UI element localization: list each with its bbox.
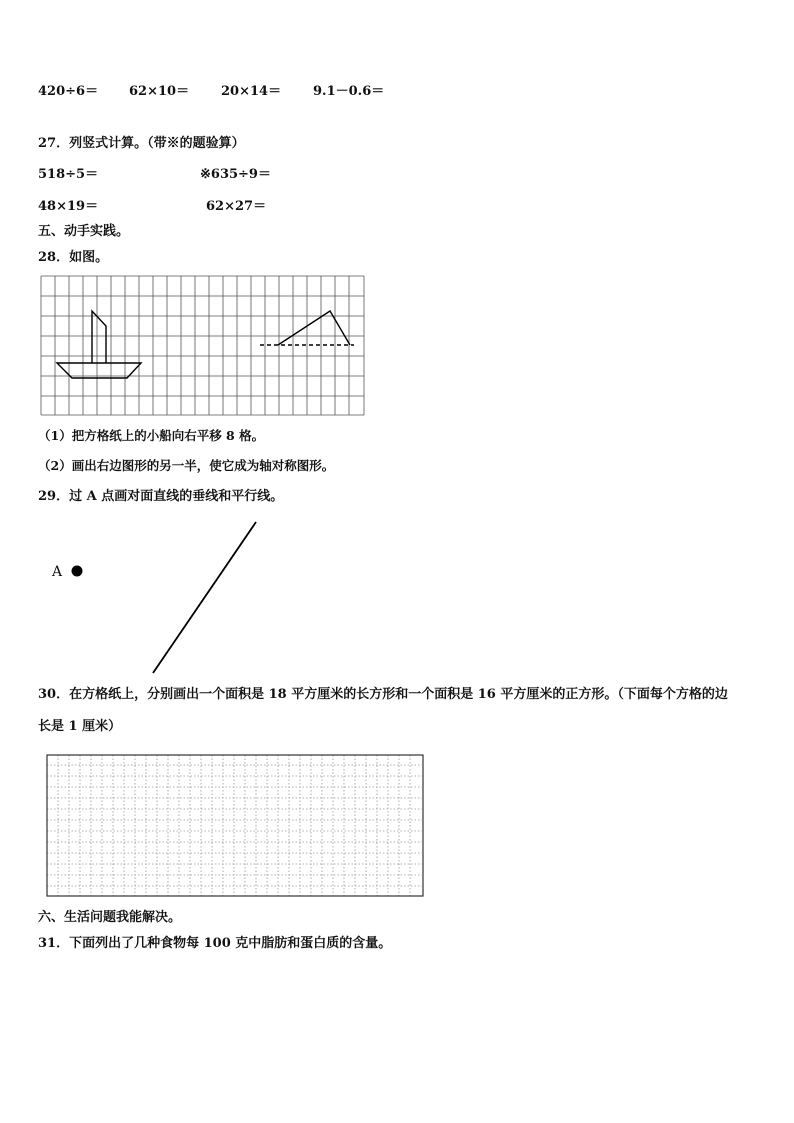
boat-shape bbox=[57, 311, 141, 378]
q29-figure bbox=[66, 518, 266, 678]
point-a-dot bbox=[72, 566, 83, 577]
question-28-sub2: （2）画出右边图形的另一半，使它成为轴对称图形。 bbox=[38, 458, 335, 473]
calc-item: 20×14＝ bbox=[221, 84, 282, 99]
section-heading: 五、动手实践。 bbox=[38, 224, 130, 239]
q28-grid-figure bbox=[40, 275, 366, 417]
calc-item: 48×19＝ bbox=[38, 199, 99, 214]
question-27-title: 27．列竖式计算。（带※的题验算） bbox=[38, 136, 245, 151]
calc-item: ※635÷9＝ bbox=[200, 167, 271, 182]
slanted-line bbox=[153, 522, 256, 673]
calc-item: 420÷6＝ bbox=[38, 84, 99, 99]
question-30-line1: 30．在方格纸上，分别画出一个面积是 18 平方厘米的长方形和一个面积是 16 平方厘米的正方形。（下面每个方格的边 bbox=[38, 687, 728, 702]
question-28-title: 28．如图。 bbox=[38, 250, 109, 265]
calc-item: 62×27＝ bbox=[206, 199, 267, 214]
question-31-title: 31．下面列出了几种食物每 100 克中脂肪和蛋白质的含量。 bbox=[38, 936, 392, 951]
calc-item: 518÷5＝ bbox=[38, 167, 99, 182]
question-30-line2: 长是 1 厘米） bbox=[38, 719, 122, 734]
q30-dotted-grid bbox=[46, 754, 424, 898]
question-29-title: 29．过 A 点画对面直线的垂线和平行线。 bbox=[38, 489, 284, 504]
question-28-sub1: （1）把方格纸上的小船向右平移 8 格。 bbox=[38, 428, 265, 443]
section-heading: 六、生活问题我能解决。 bbox=[38, 910, 182, 925]
grid-lines bbox=[41, 276, 364, 415]
calc-item: 62×10＝ bbox=[129, 84, 190, 99]
point-a-label: A bbox=[52, 564, 63, 580]
calc-item: 9.1－0.6＝ bbox=[313, 84, 385, 99]
